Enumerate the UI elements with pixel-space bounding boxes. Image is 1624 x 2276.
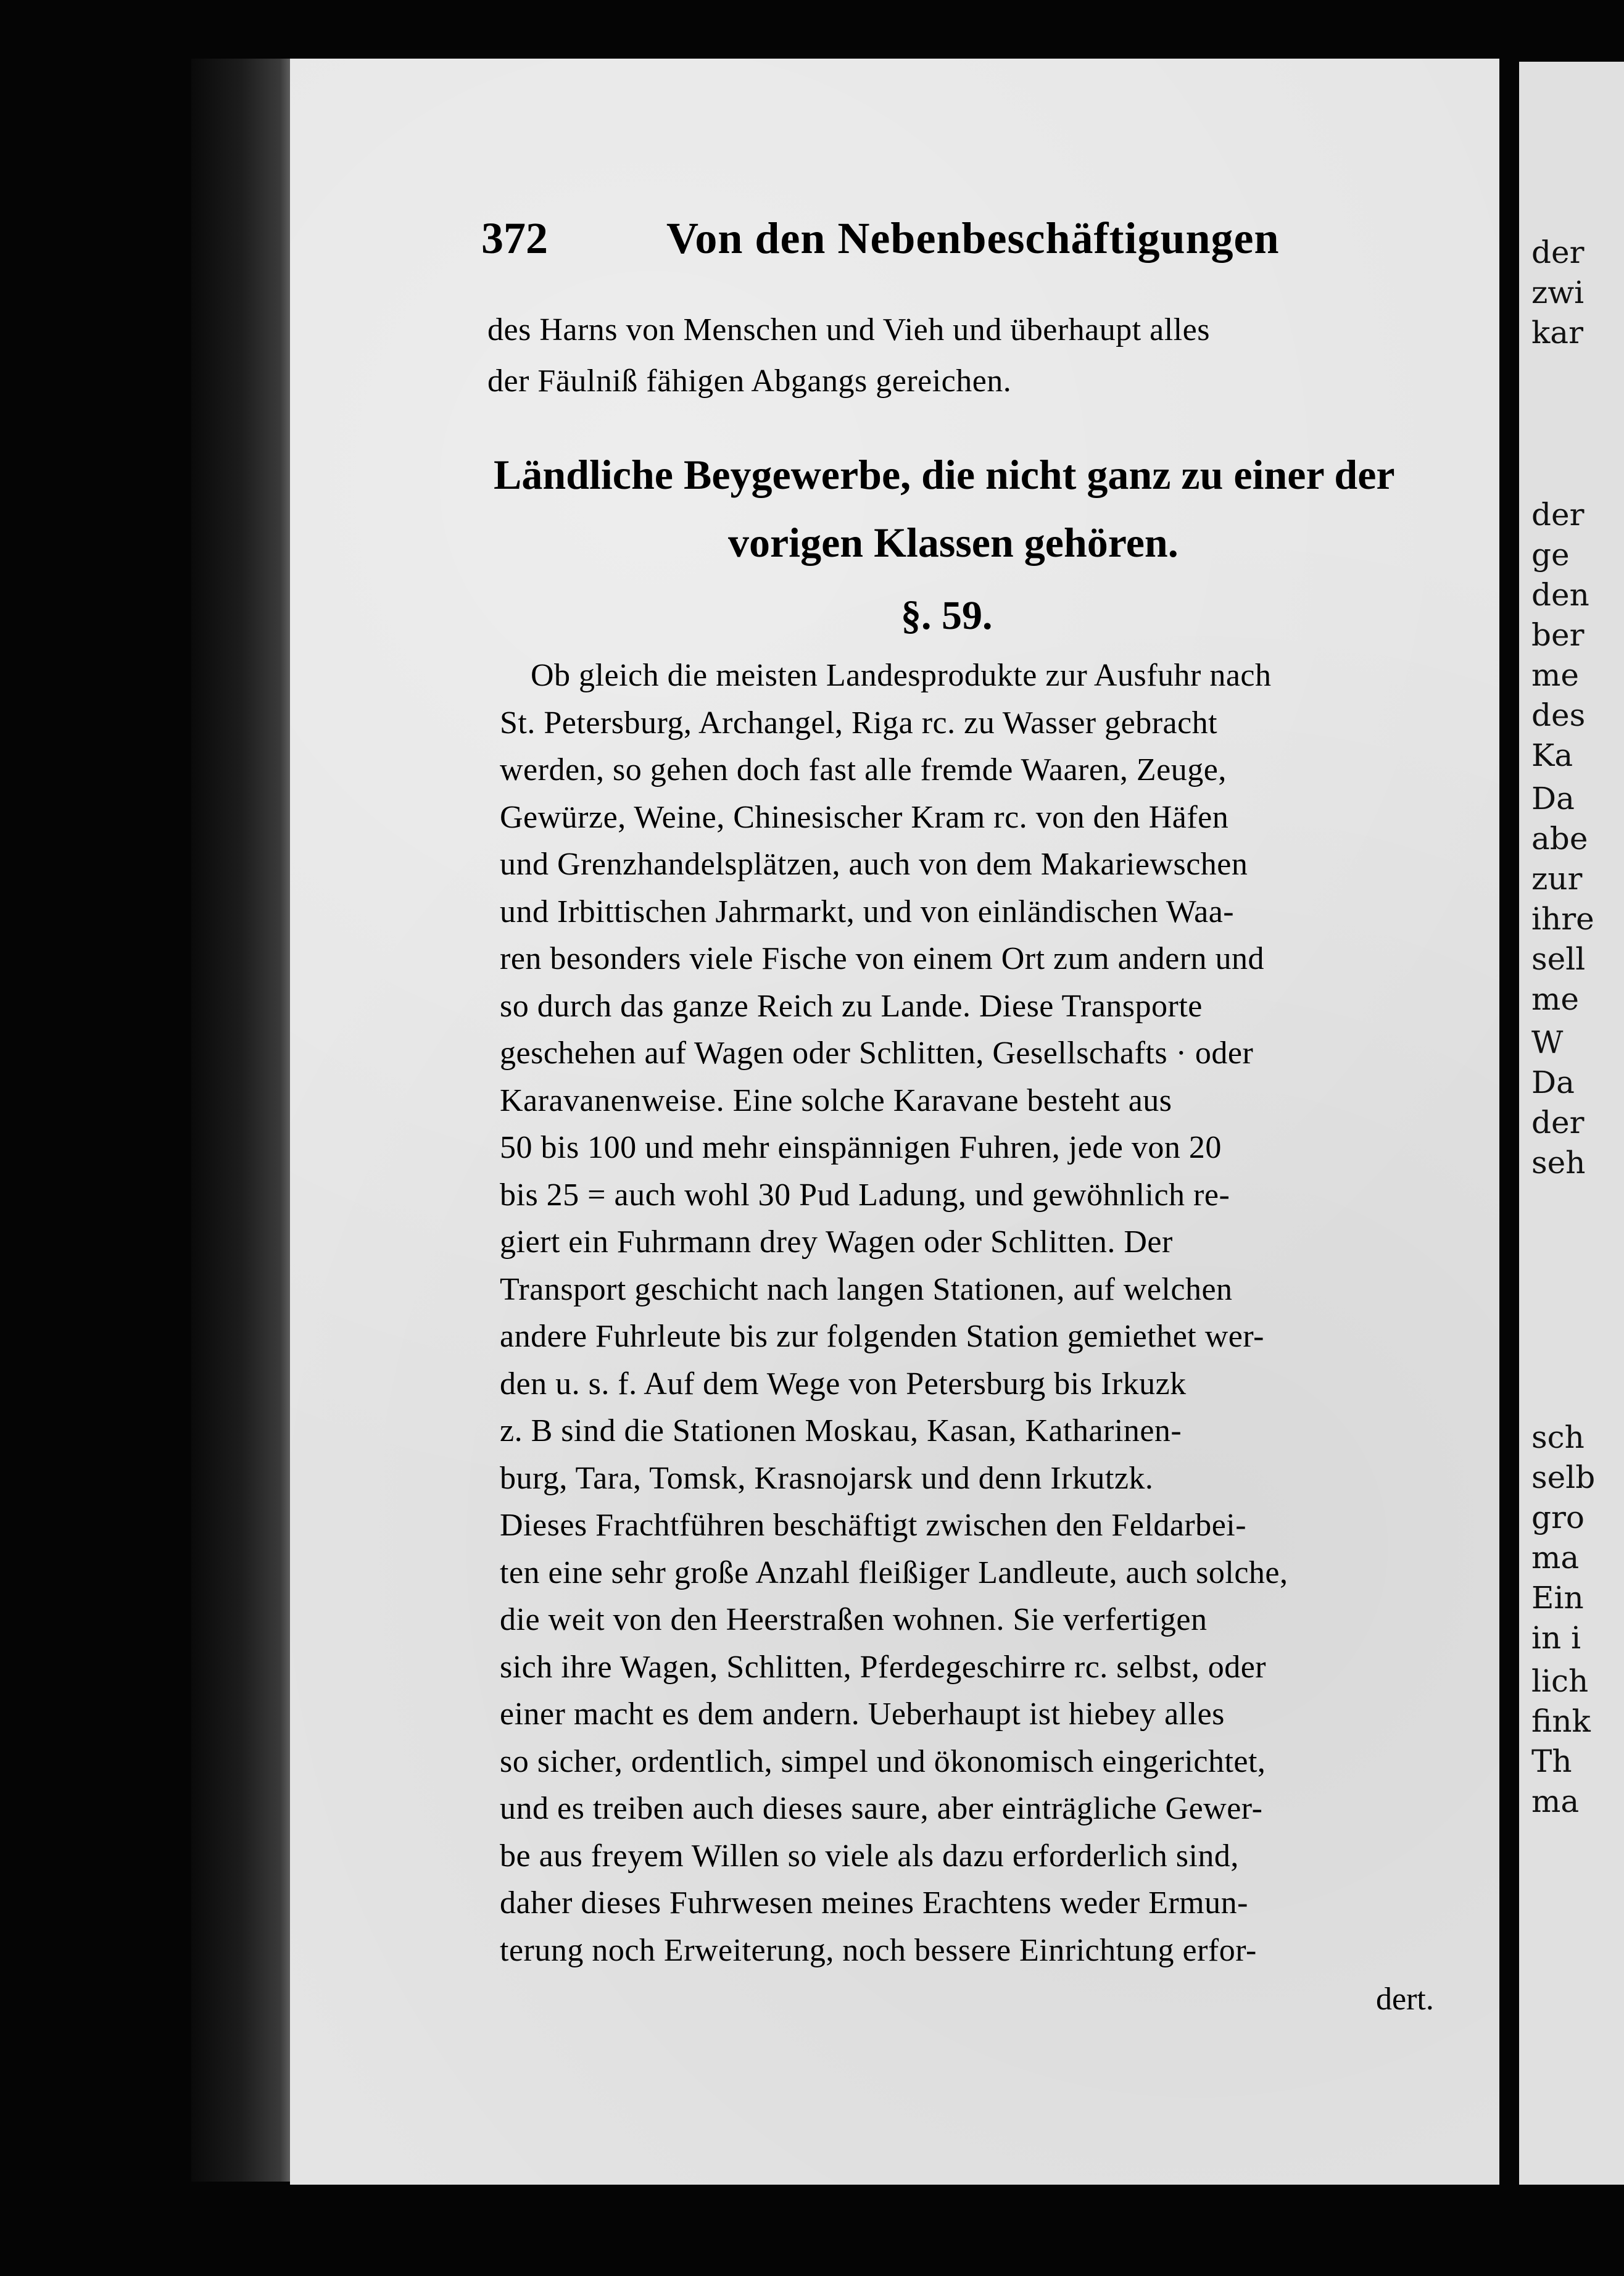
body-line: Transport geschicht nach langen Stationen, auf welchen <box>500 1271 1233 1307</box>
right-page-fragment: ge <box>1531 537 1570 573</box>
right-page-fragment: in i <box>1531 1620 1581 1656</box>
section-heading-line-1: Ländliche Beygewerbe, die nicht ganz zu einer der <box>494 451 1395 498</box>
right-page-fragment: ihre <box>1531 901 1594 937</box>
body-line: einer macht es dem andern. Ueberhaupt ist hiebey alles <box>500 1697 1225 1732</box>
catchword: dert. <box>1376 1982 1434 2017</box>
body-line: Ob gleich die meisten Landesprodukte zur Ausfuhr nach <box>531 658 1272 693</box>
body-line: und Grenzhandelsplätzen, auch von dem Makariewschen <box>500 847 1248 882</box>
right-page-fragment: des <box>1531 697 1586 733</box>
body-line: St. Petersburg, Archangel, Riga rc. zu Wasser gebracht <box>500 705 1218 741</box>
body-line: den u. s. f. Auf dem Wege von Petersburg bis Irkuzk <box>500 1366 1187 1402</box>
body-line: burg, Tara, Tomsk, Krasnojarsk und denn Irkutzk. <box>500 1460 1154 1496</box>
body-line: ren besonders viele Fische von einem Ort zum andern und <box>500 941 1265 976</box>
section-heading-line-2: vorigen Klassen gehören. <box>728 519 1179 566</box>
right-page-fragment: zur <box>1531 861 1583 897</box>
right-page-fragment: me <box>1531 981 1580 1017</box>
right-page-fragment: gro <box>1531 1500 1585 1535</box>
right-page-fragment: sell <box>1531 941 1586 977</box>
body-line: geschehen auf Wagen oder Schlitten, Gesellschafts · oder <box>500 1036 1254 1071</box>
body-line: so sicher, ordentlich, simpel und ökonomisch eingerichtet, <box>500 1743 1266 1779</box>
body-line: andere Fuhrleute bis zur folgenden Station gemiethet wer- <box>500 1319 1264 1354</box>
right-page-fragment: Ka <box>1531 737 1573 773</box>
right-page-fragment: Ein <box>1531 1580 1584 1616</box>
right-page-fragment: me <box>1531 657 1580 693</box>
body-line: 50 bis 100 und mehr einspännigen Fuhren, jede von 20 <box>500 1130 1222 1165</box>
body-line: ten eine sehr große Anzahl fleißiger Landleute, auch solche, <box>500 1555 1288 1590</box>
intro-line: des Harns von Menschen und Vieh und überhaupt alles <box>487 312 1210 347</box>
right-page-fragment: Th <box>1531 1743 1572 1779</box>
right-page-fragment: fink <box>1531 1703 1591 1739</box>
body-line: bis 25 = auch wohl 30 Pud Ladung, und gewöhnlich re- <box>500 1177 1230 1213</box>
page-header <box>481 213 1283 281</box>
body-line: sich ihre Wagen, Schlitten, Pferdegeschirre rc. selbst, oder <box>500 1649 1267 1685</box>
right-page-fragment: der <box>1531 1105 1585 1140</box>
right-page-fragment: der <box>1531 497 1585 533</box>
right-page-fragment: lich <box>1531 1663 1589 1699</box>
body-line: terung noch Erweiterung, noch bessere Einrichtung erfor- <box>500 1932 1257 1968</box>
right-page-fragment: Da <box>1531 781 1575 816</box>
right-page-fragment: selb <box>1531 1460 1596 1495</box>
intro-line: der Fäulniß fähigen Abgangs gereichen. <box>487 363 1012 399</box>
body-line: Dieses Frachtführen beschäftigt zwischen den Feldarbei- <box>500 1508 1247 1543</box>
right-page-fragment: seh <box>1531 1145 1586 1181</box>
right-page-fragment: kar <box>1531 315 1584 351</box>
right-page-fragment: zwi <box>1531 275 1585 310</box>
right-page-fragment: den <box>1531 577 1589 613</box>
body-line: werden, so gehen doch fast alle fremde Waaren, Zeuge, <box>500 752 1227 787</box>
right-page-fragment: ma <box>1531 1540 1580 1576</box>
right-page-fragment: sch <box>1531 1419 1585 1455</box>
book-gutter <box>191 59 302 2182</box>
body-line: Karavanenweise. Eine solche Karavane besteht aus <box>500 1082 1172 1118</box>
running-title: Von den Nebenbeschäftigungen <box>666 214 1280 263</box>
page-number: 372 <box>481 214 548 263</box>
right-page-fragment: ber <box>1531 617 1585 653</box>
right-page-fragment: abe <box>1531 821 1588 857</box>
right-page-fragment: Da <box>1531 1065 1575 1100</box>
body-line: be aus freyem Willen so viele als dazu erforderlich sind, <box>500 1838 1239 1874</box>
body-line: Gewürze, Weine, Chinesischer Kram rc. von den Häfen <box>500 799 1229 835</box>
body-line: die weit von den Heerstraßen wohnen. Sie verfertigen <box>500 1602 1208 1637</box>
body-line: giert ein Fuhrmann drey Wagen oder Schlitten. Der <box>500 1224 1173 1260</box>
right-page-edge <box>1519 62 1624 2185</box>
body-line: und Irbittischen Jahrmarkt, und von einländischen Waa- <box>500 894 1235 929</box>
right-page-fragment: der <box>1531 235 1585 270</box>
body-line: z. B sind die Stationen Moskau, Kasan, Katharinen- <box>500 1413 1182 1448</box>
right-page-fragment: W <box>1531 1024 1564 1060</box>
right-page-fragment: ma <box>1531 1784 1580 1819</box>
body-line: so durch das ganze Reich zu Lande. Diese Transporte <box>500 988 1203 1024</box>
section-number: §. 59. <box>901 593 993 638</box>
body-line: daher dieses Fuhrwesen meines Erachtens weder Ermun- <box>500 1885 1248 1921</box>
body-line: und es treiben auch dieses saure, aber einträgliche Gewer- <box>500 1791 1263 1826</box>
